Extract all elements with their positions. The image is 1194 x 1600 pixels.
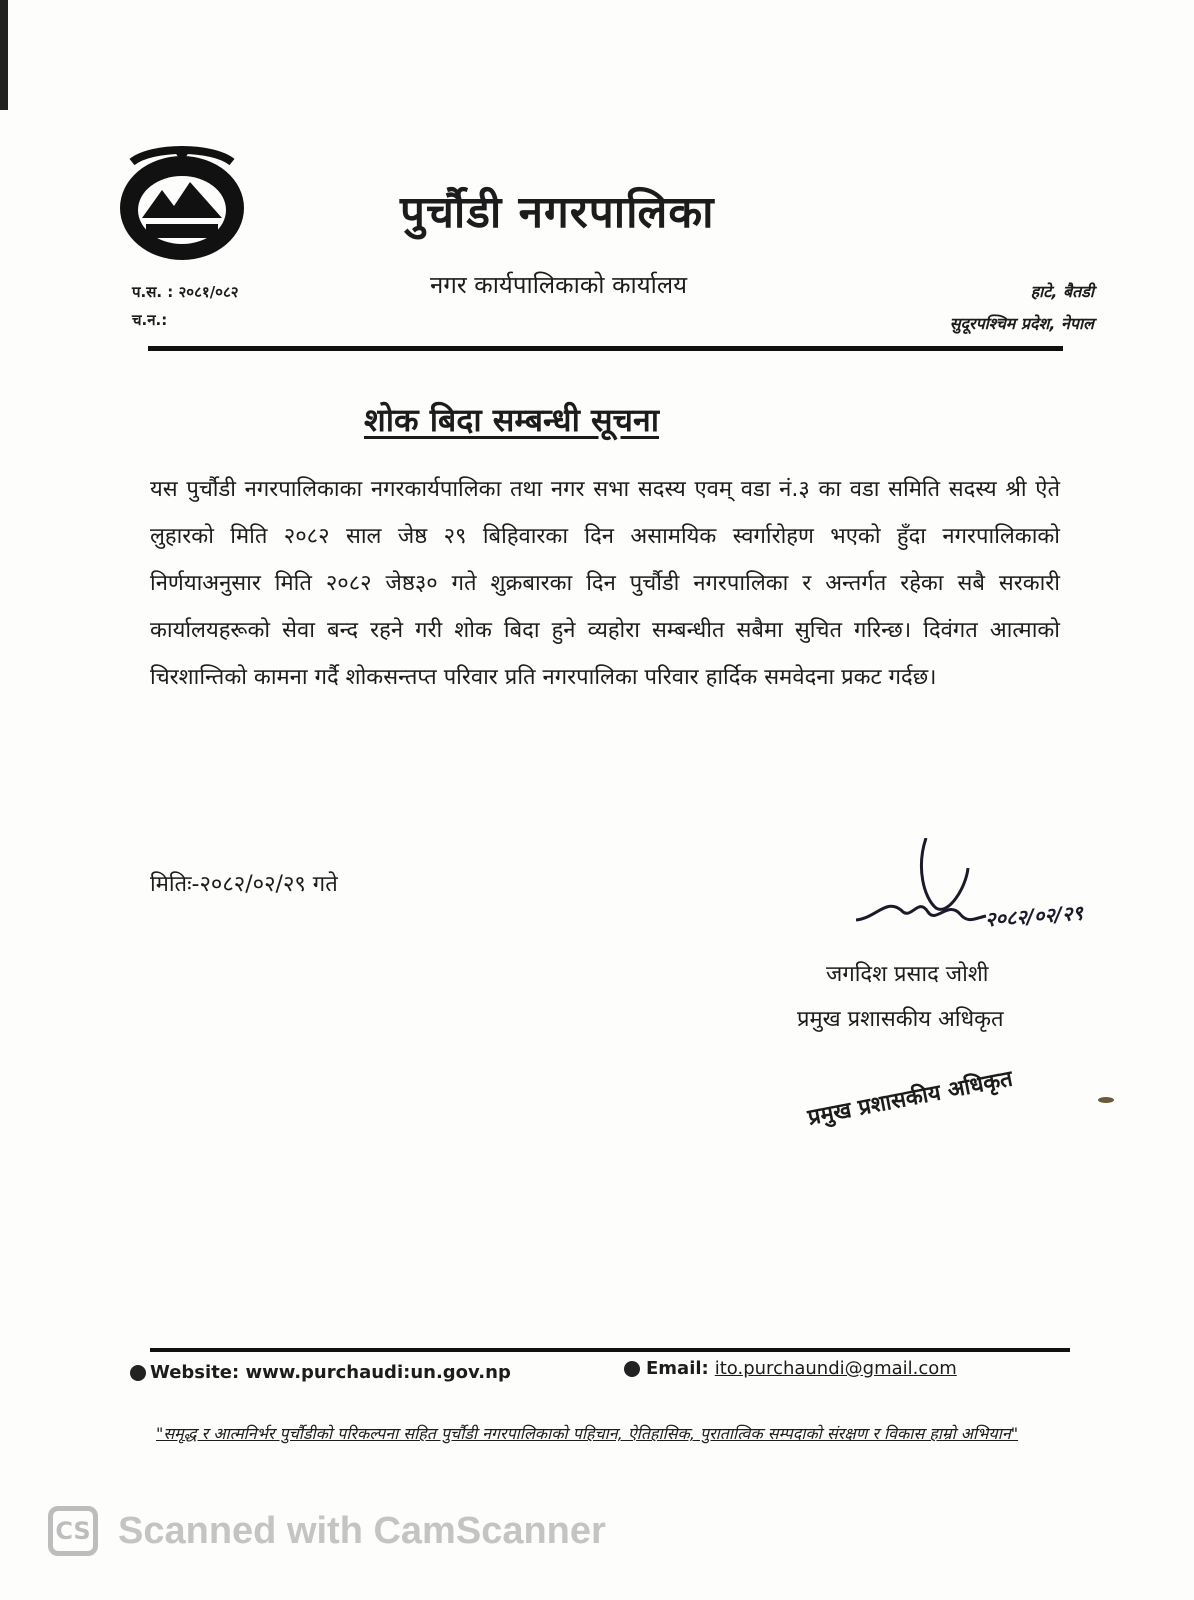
address-block (950, 276, 1094, 340)
watermark-text: Scanned with CamScanner (118, 1509, 606, 1552)
notice-date: मितिः-२०८२/०२/२९ गते (150, 872, 338, 897)
footer-slogan: "समृद्ध र आत्मनिर्भर पुर्चौडीको परिकल्पना सहित पुर्चौडी नगरपालिकाको पहिचान, ऐतिहासिक, पुरातात्विक सम्पदाको संरक्षण र विकास हाम्रो अभियान" (156, 1424, 1019, 1443)
camscanner-logo-icon: CS (48, 1506, 98, 1556)
mail-icon (624, 1361, 640, 1377)
address-line-2: सुदूरपश्चिम प्रदेश, नेपाल (949, 314, 1094, 333)
footer-email (624, 1358, 957, 1379)
nepal-emblem-icon (112, 140, 252, 270)
handwritten-signature (856, 838, 1146, 948)
globe-icon (130, 1365, 146, 1381)
scan-edge (0, 0, 8, 110)
address-line-1: हाटे, बैतडी (1030, 282, 1094, 301)
patra-sankhya: प.स. : २०८१/०८२ (132, 283, 239, 301)
email-link[interactable]: ito.purchaundi@gmail.com (714, 1358, 957, 1379)
official-stamp: प्रमुख प्रशासकीय अधिकृत (805, 1066, 1015, 1131)
organization-name: पुर्चौडी नगरपालिका (400, 187, 715, 238)
notice-title: शोक बिदा सम्बन्धी सूचना (364, 401, 660, 439)
notice-body: यस पुर्चौडी नगरपालिकाका नगरकार्यपालिका तथा नगर सभा सदस्य एवम् वडा नं.३ का वडा समिति सदस्य श्री ऐते लुहारको मिति २०८२ साल जेष्ठ २९ बिहिवारका दिन असामयिक स्वर्गारोहण भएको हुँदा नगरपालिकाको निर्णयाअनुसार मिति २०८२ जेष्ठ३० गते शुक्रबारका दिन पुर्चौडी नगरपालिका र अन्तर्गत रहेका सबै सरकारी कार्यालयहरूको सेवा बन्द रहने गरी शोक बिदा हुने व्यहोरा सम्बन्धीत सबैमा सुचित गरिन्छ। दिवंगत आत्माको चिरशान्तिको कामना गर्दै शोकसन्तप्त परिवार प्रति नगरपालिका परिवार हार्दिक समवेदना प्रकट गर्दछ। (150, 477, 1060, 690)
office-name: नगर कार्यपालिकाको कार्यालय (430, 271, 688, 299)
signature-date: २०८२/०२/२९ (984, 900, 1084, 932)
footer-website (130, 1362, 511, 1383)
ink-mark (1098, 1097, 1114, 1103)
chalani-number: च.न.: (132, 311, 168, 329)
website-text: Website: www.purchaudi:un.gov.np (150, 1362, 511, 1383)
signer-name: जगदिश प्रसाद जोशी (826, 962, 989, 987)
header-divider (148, 346, 1063, 351)
signer-title: प्रमुख प्रशासकीय अधिकृत (797, 1007, 1004, 1032)
reference-block (132, 278, 239, 334)
camscanner-watermark (48, 1506, 606, 1556)
email-label: Email: (646, 1358, 709, 1379)
footer-divider (150, 1348, 1070, 1352)
